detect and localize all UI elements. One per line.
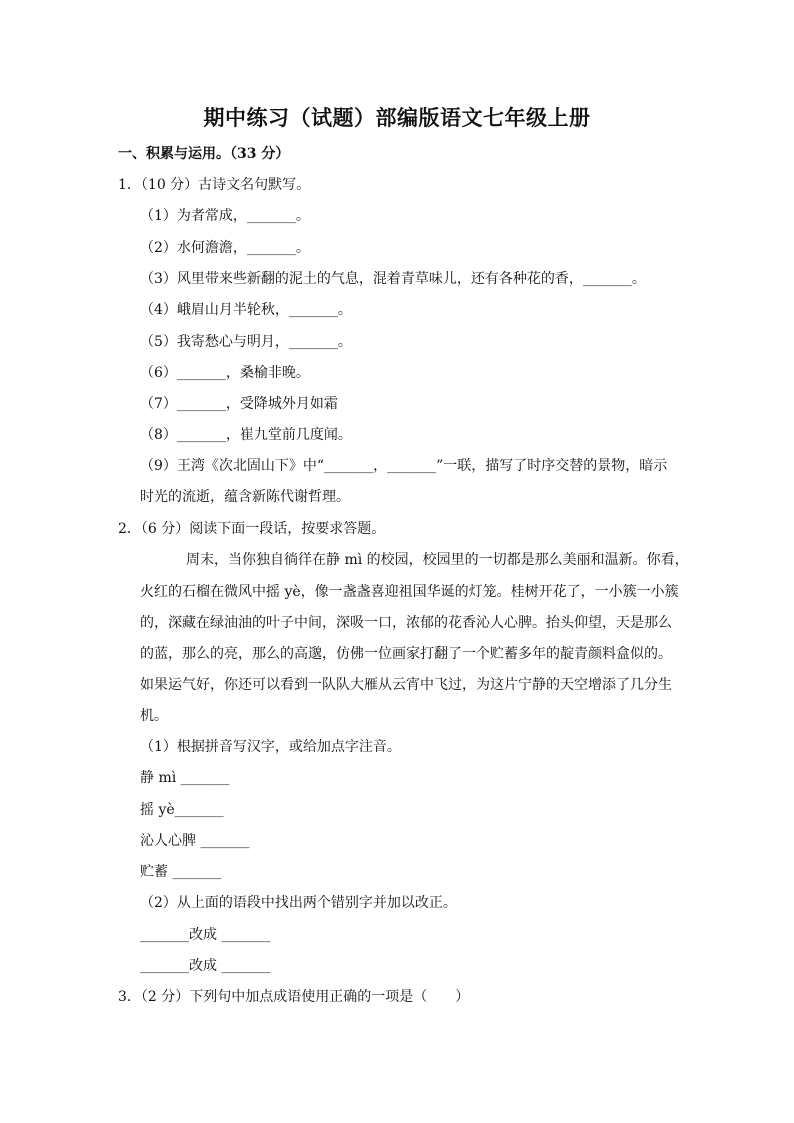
passage-line: 机。	[140, 708, 168, 724]
question-2-sub-1: （1）根据拼音写汉字，或给加点字注音。	[140, 739, 401, 755]
passage-line: 如果运气好，你还可以看到一队队大雁从云宵中飞过，为这片宁静的天空增添了几分生	[140, 677, 672, 693]
question-3-stem: 3．（2 分）下列句中加点成语使用正确的一项是（ ）	[118, 989, 470, 1005]
question-2-stem: 2．（6 分）阅读下面一段话，按要求答题。	[118, 521, 386, 537]
section-heading: 一、积累与运用。（33 分）	[118, 146, 290, 162]
question-1-item-9-continued: 时光的流逝，蕴含新陈代谢哲理。	[140, 489, 350, 505]
question-2-sub-2: （2）从上面的语段中找出两个错别字并加以改正。	[140, 895, 457, 911]
passage-line: 火红的石榴在微风中摇 yè，像一盏盏喜迎祖国华诞的灯笼。桂树开花了，一小簇一小簇	[140, 584, 679, 600]
question-1-item: （7）_______，受降城外月如霜	[140, 396, 338, 412]
question-1-item: （4）峨眉山月半轮秋，_______。	[140, 302, 352, 318]
passage-line: 的，深藏在绿油油的叶子中间，深吸一口，浓郁的花香沁人心脾。抬头仰望，天是那么	[140, 615, 672, 631]
passage-line: 的蓝，那么的亮，那么的高邈，仿佛一位画家打翻了一个贮蓄多年的靛青颜料盒似的。	[140, 646, 672, 662]
question-1-item: （2）水何澹澹，_______。	[140, 240, 310, 256]
pinyin-item: 沁人心脾 _______	[140, 833, 250, 849]
question-1-item: （8）_______，崔九堂前几度闻。	[140, 427, 352, 443]
question-1-item: （3）风里带来些新翻的泥土的气息，混着青草味儿，还有各种花的香，_______。	[140, 271, 646, 287]
question-1-item: （6）_______，桑榆非晚。	[140, 365, 310, 381]
passage-line: 周末，当你独自徜徉在静 mì 的校园，校园里的一切都是那么美丽和温新。你看，	[186, 552, 689, 568]
pinyin-item: 静 mì _______	[140, 770, 230, 786]
question-1-item: （1）为者常成，_______。	[140, 208, 310, 224]
question-1-stem: 1．（10 分）古诗文名句默写。	[118, 177, 311, 193]
question-1-item: （5）我寄愁心与明月，_______。	[140, 334, 352, 350]
pinyin-item: 摇 yè_______	[140, 802, 224, 818]
question-1-item-9: （9）王湾《次北固山下》中“_______，_______”一联，描写了时序交替的景物，暗示	[140, 458, 668, 474]
correction-item: _______改成 _______	[140, 927, 271, 943]
page-title: 期中练习（试题）部编版语文七年级上册	[203, 105, 591, 130]
correction-item: _______改成 _______	[140, 958, 271, 974]
pinyin-item: 贮蓄 _______	[140, 864, 222, 880]
